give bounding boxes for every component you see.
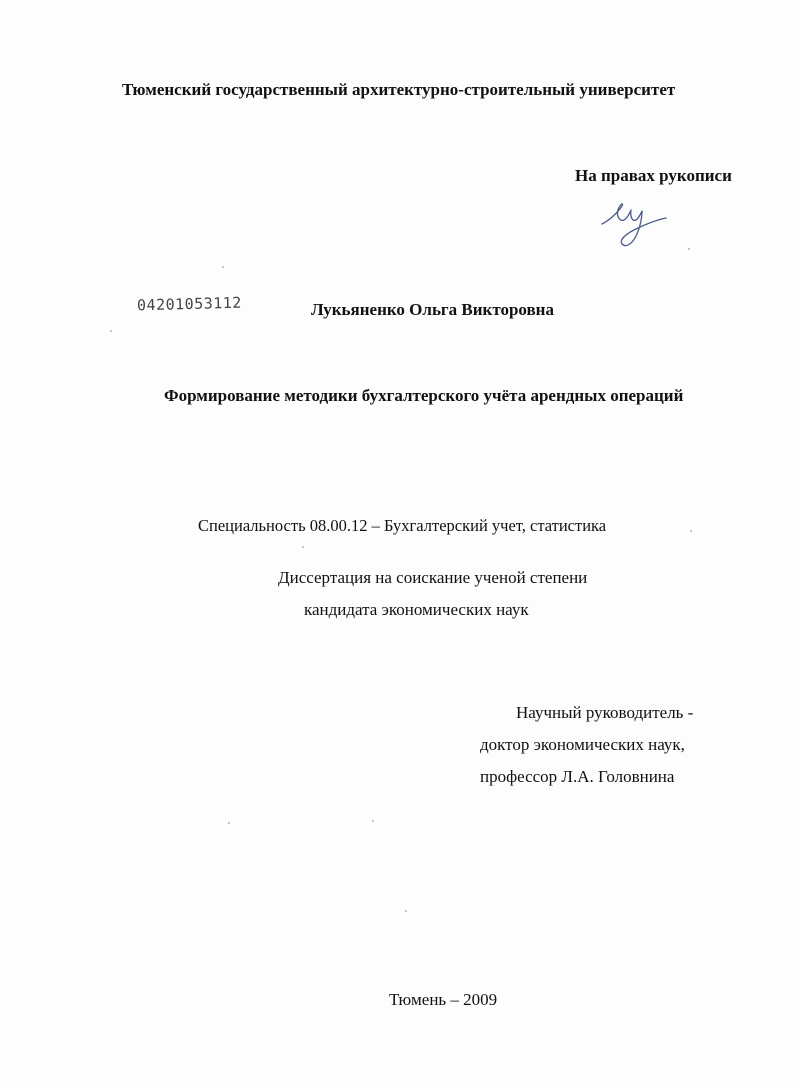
scan-speck — [690, 530, 692, 532]
signature-icon — [598, 200, 670, 252]
advisor-line-3: профессор Л.А. Головнина — [480, 767, 675, 786]
author-name: Лукьяненко Ольга Викторовна — [311, 300, 554, 319]
scan-speck — [228, 822, 230, 824]
city-year: Тюмень – 2009 — [389, 990, 498, 1009]
advisor-line-1: Научный руководитель - — [516, 703, 694, 722]
scan-speck — [222, 266, 224, 268]
specialty-line: Специальность 08.00.12 – Бухгалтерский учет, статистика — [198, 516, 607, 535]
scan-speck — [110, 330, 112, 332]
degree-line-2: кандидата экономических наук — [304, 600, 529, 619]
advisor-line-2: доктор экономических наук, — [480, 735, 685, 754]
scan-speck — [688, 248, 690, 250]
registration-number-stamp: 04201053112 — [136, 293, 243, 315]
manuscript-rights-note: На правах рукописи — [575, 166, 732, 185]
degree-line-1: Диссертация на соискание ученой степени — [278, 568, 588, 587]
university-name: Тюменский государственный архитектурно-строительный университет — [122, 80, 676, 99]
scan-speck — [405, 910, 407, 912]
dissertation-title: Формирование методики бухгалтерского учёта арендных операций — [164, 386, 684, 405]
scan-speck — [372, 820, 374, 822]
scan-speck — [302, 546, 304, 548]
